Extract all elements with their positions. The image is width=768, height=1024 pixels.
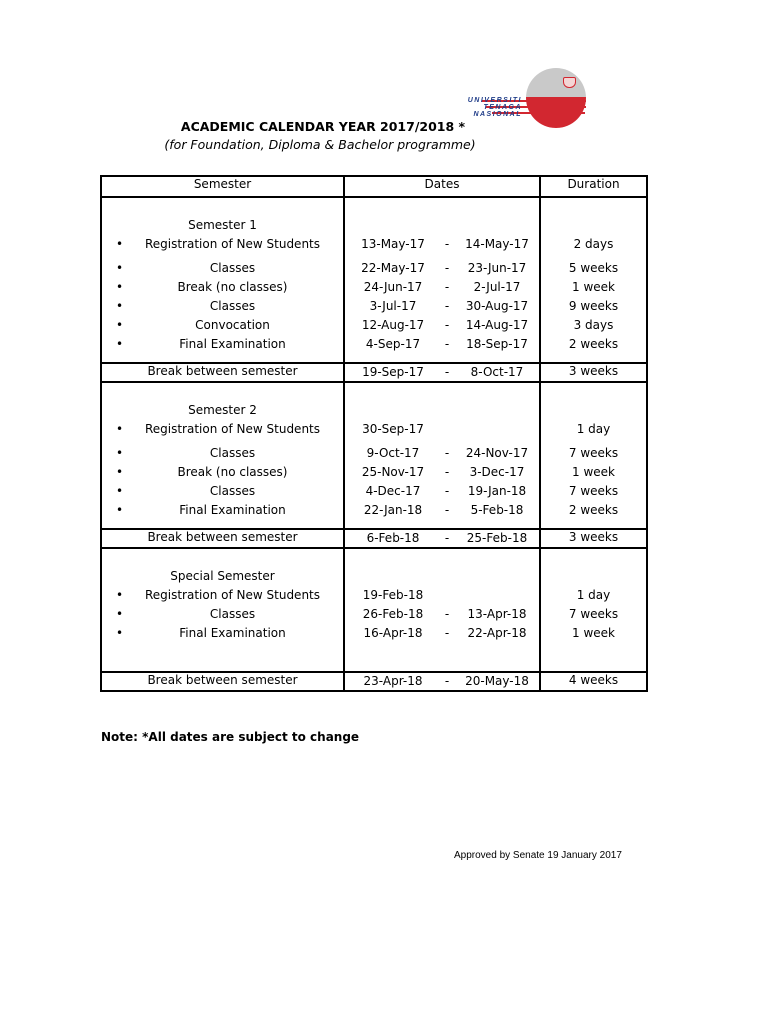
semester-cell <box>101 197 344 363</box>
start-date: 23-Apr-18 <box>363 674 423 688</box>
logo-emblem-icon <box>563 77 576 88</box>
start-date: 24-Jun-17 <box>363 280 423 294</box>
semester-name: Special Semester <box>170 569 275 583</box>
list-item <box>102 420 343 439</box>
duration-value: 9 weeks <box>568 299 619 313</box>
bullet: • <box>116 588 124 602</box>
note: Note: *All dates are subject to change <box>101 730 360 744</box>
date-range <box>345 501 539 520</box>
date-range <box>345 364 539 381</box>
logo-text-line-1: UNIVERSITI <box>467 97 522 104</box>
break-duration: 3 weeks <box>540 529 647 548</box>
duration-value: 1 day <box>576 422 611 436</box>
item-label: Final Examination <box>179 626 286 640</box>
list-item <box>102 259 343 278</box>
start-date: 25-Nov-17 <box>361 465 425 479</box>
break-label: Break between semester <box>101 363 344 382</box>
header-duration: Duration <box>540 176 647 197</box>
calendar-table <box>100 175 648 692</box>
date-range <box>345 278 539 297</box>
item-label: Classes <box>209 299 256 313</box>
end-date: 14-Aug-17 <box>465 318 529 332</box>
start-date: 3-Jul-17 <box>369 299 417 313</box>
date-dash: - <box>444 674 450 688</box>
date-dash: - <box>444 607 450 621</box>
semester-block <box>101 548 647 672</box>
start-date: 9-Oct-17 <box>366 446 420 460</box>
list-item <box>102 297 343 316</box>
list-item <box>102 605 343 624</box>
date-range <box>345 586 539 605</box>
duration-value: 1 week <box>572 465 615 479</box>
break-duration: 3 weeks <box>540 363 647 382</box>
duration-value: 7 weeks <box>568 607 619 621</box>
item-label: Registration of New Students <box>144 237 321 251</box>
date-dash: - <box>444 318 450 332</box>
duration-value: 2 weeks <box>568 337 619 351</box>
duration-value: 3 days <box>573 318 614 332</box>
item-label: Classes <box>209 607 256 621</box>
end-date: 2-Jul-17 <box>473 280 521 294</box>
bullet: • <box>116 607 124 621</box>
start-date: 19-Sep-17 <box>362 365 424 379</box>
bullet: • <box>116 503 124 517</box>
end-date: 22-Apr-18 <box>467 626 527 640</box>
item-label: Break (no classes) <box>177 280 288 294</box>
date-range <box>345 673 539 690</box>
bullet: • <box>116 337 124 351</box>
duration-value: 2 days <box>573 237 614 251</box>
start-date: 6-Feb-18 <box>366 531 420 545</box>
bullet: • <box>116 626 124 640</box>
start-date: 16-Apr-18 <box>363 626 423 640</box>
list-item <box>102 335 343 354</box>
break-duration: 4 weeks <box>540 672 647 691</box>
bullet: • <box>116 299 124 313</box>
duration-value: 1 week <box>572 280 615 294</box>
date-dash: - <box>444 299 450 313</box>
date-range <box>345 420 539 439</box>
bullet: • <box>116 237 124 251</box>
start-date: 30-Sep-17 <box>362 422 424 436</box>
date-dash: - <box>444 280 450 294</box>
list-item <box>102 278 343 297</box>
bullet: • <box>116 422 124 436</box>
break-row <box>101 529 647 548</box>
item-label: Break (no classes) <box>177 465 288 479</box>
duration-value: 7 weeks <box>568 446 619 460</box>
duration-cell <box>540 548 647 672</box>
start-date: 19-Feb-18 <box>362 588 424 602</box>
date-dash: - <box>444 465 450 479</box>
item-label: Classes <box>209 484 256 498</box>
date-range <box>345 335 539 354</box>
break-dates <box>344 529 540 548</box>
date-dash: - <box>444 261 450 275</box>
start-date: 13-May-17 <box>361 237 425 251</box>
date-range <box>345 605 539 624</box>
end-date: 25-Feb-18 <box>466 531 528 545</box>
duration-value: 2 weeks <box>568 503 619 517</box>
date-range <box>345 444 539 463</box>
duration-value: 5 weeks <box>568 261 619 275</box>
bullet: • <box>116 465 124 479</box>
semester-block <box>101 382 647 529</box>
date-dash: - <box>444 531 450 545</box>
item-label: Classes <box>209 446 256 460</box>
list-item <box>102 624 343 643</box>
start-date: 22-Jan-18 <box>363 503 423 517</box>
start-date: 4-Dec-17 <box>365 484 421 498</box>
end-date: 5-Feb-18 <box>470 503 524 517</box>
logo-text-line-2: TENAGA <box>483 104 522 111</box>
bullet: • <box>116 318 124 332</box>
date-range <box>345 463 539 482</box>
list-item <box>102 444 343 463</box>
end-date: 30-Aug-17 <box>465 299 529 313</box>
date-dash: - <box>444 626 450 640</box>
end-date: 14-May-17 <box>465 237 529 251</box>
semester-name: Semester 1 <box>188 218 257 232</box>
header-semester: Semester <box>101 176 344 197</box>
duration-value: 1 day <box>576 588 611 602</box>
page-title: ACADEMIC CALENDAR YEAR 2017/2018 * <box>180 119 466 134</box>
break-row <box>101 672 647 691</box>
header-row <box>101 176 647 197</box>
end-date: 13-Apr-18 <box>467 607 527 621</box>
date-dash: - <box>444 337 450 351</box>
start-date: 22-May-17 <box>361 261 425 275</box>
duration-cell <box>540 382 647 529</box>
item-label: Registration of New Students <box>144 422 321 436</box>
bullet: • <box>116 280 124 294</box>
semester-block <box>101 197 647 363</box>
semester-cell <box>101 382 344 529</box>
end-date: 18-Sep-17 <box>466 337 528 351</box>
dates-cell <box>344 382 540 529</box>
list-item <box>102 235 343 254</box>
break-dates <box>344 672 540 691</box>
bullet: • <box>116 446 124 460</box>
break-label: Break between semester <box>101 672 344 691</box>
end-date: 8-Oct-17 <box>470 365 524 379</box>
start-date: 26-Feb-18 <box>362 607 424 621</box>
date-dash: - <box>444 503 450 517</box>
date-range <box>345 624 539 643</box>
page-subtitle: (for Foundation, Diploma & Bachelor programme) <box>164 137 476 152</box>
item-label: Classes <box>209 261 256 275</box>
end-date: 3-Dec-17 <box>469 465 525 479</box>
date-range <box>345 259 539 278</box>
item-label: Convocation <box>195 318 270 332</box>
date-dash: - <box>444 484 450 498</box>
logo-text-line-3: NASIONAL <box>473 111 522 118</box>
date-range <box>345 530 539 547</box>
semester-cell <box>101 548 344 672</box>
break-dates <box>344 363 540 382</box>
dates-cell <box>344 197 540 363</box>
list-item <box>102 482 343 501</box>
end-date: 23-Jun-17 <box>467 261 527 275</box>
semester-name: Semester 2 <box>188 403 257 417</box>
date-dash: - <box>444 446 450 460</box>
duration-value: 7 weeks <box>568 484 619 498</box>
item-label: Final Examination <box>179 503 286 517</box>
date-range <box>345 297 539 316</box>
item-label: Registration of New Students <box>144 588 321 602</box>
end-date: 24-Nov-17 <box>465 446 529 460</box>
bullet: • <box>116 261 124 275</box>
list-item <box>102 463 343 482</box>
break-row <box>101 363 647 382</box>
date-range <box>345 482 539 501</box>
date-range <box>345 316 539 335</box>
list-item <box>102 316 343 335</box>
date-range <box>345 235 539 254</box>
list-item <box>102 501 343 520</box>
dates-cell <box>344 548 540 672</box>
approval-line: Approved by Senate 19 January 2017 <box>454 850 622 861</box>
duration-cell <box>540 197 647 363</box>
duration-value: 1 week <box>572 626 615 640</box>
bullet: • <box>116 484 124 498</box>
date-dash: - <box>444 365 450 379</box>
start-date: 4-Sep-17 <box>365 337 421 351</box>
list-item <box>102 586 343 605</box>
start-date: 12-Aug-17 <box>361 318 425 332</box>
break-label: Break between semester <box>101 529 344 548</box>
header-dates: Dates <box>344 176 540 197</box>
item-label: Final Examination <box>179 337 286 351</box>
date-dash: - <box>444 237 450 251</box>
end-date: 19-Jan-18 <box>467 484 527 498</box>
end-date: 20-May-18 <box>465 674 529 688</box>
